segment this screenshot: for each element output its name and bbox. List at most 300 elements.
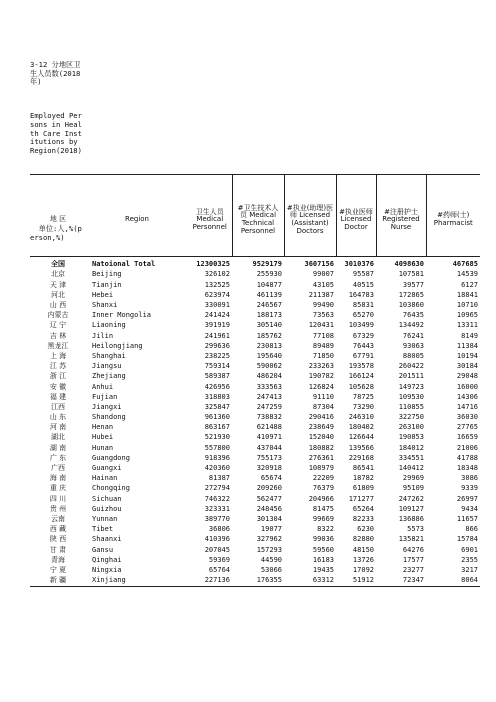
value-cell: 334551	[398, 453, 424, 462]
table-row	[30, 454, 480, 464]
value-cell: 318803	[204, 392, 230, 401]
table-row	[30, 382, 480, 392]
value-cell: 326102	[204, 270, 230, 279]
value-cell: 16183	[312, 555, 334, 564]
value-cell: 72347	[376, 576, 426, 587]
table-row	[30, 331, 480, 341]
value-cell: 8149	[461, 331, 478, 340]
value-cell: 40515	[352, 280, 374, 289]
table-row	[30, 321, 480, 331]
value-cell: 276361	[308, 453, 334, 462]
value-cell: 41788	[456, 453, 478, 462]
value-cell: 391919	[204, 321, 230, 330]
value-cell: 227136	[188, 576, 232, 587]
header-medical-personnel: 卫生人员 Medical Personnel	[188, 184, 232, 257]
region-name-cn: 吉 林	[49, 331, 67, 340]
header-registered-nurse: #注册护士 Registered Nurse	[376, 184, 426, 257]
region-name-en: Tianjin	[92, 280, 122, 289]
value-cell: 95587	[352, 270, 374, 279]
value-cell: 746322	[204, 494, 230, 503]
header-region-en: Region	[86, 184, 188, 257]
table-row	[30, 443, 480, 453]
value-cell: 103499	[348, 321, 374, 330]
value-cell: 10194	[456, 351, 478, 360]
region-name-cn: 重 庆	[49, 484, 67, 493]
value-cell: 59369	[208, 555, 230, 564]
value-cell: 76241	[402, 331, 424, 340]
value-cell: 562477	[256, 494, 282, 503]
region-name-en: Guizhou	[92, 504, 122, 513]
value-cell: 65270	[352, 311, 374, 320]
region-name-en: Jiangsu	[92, 362, 122, 371]
value-cell: 301304	[256, 514, 282, 523]
value-cell: 51912	[336, 576, 376, 587]
value-cell: 290416	[308, 413, 334, 422]
value-cell: 76443	[352, 341, 374, 350]
region-name-cn: 北京	[51, 270, 65, 279]
region-name-cn: 江西	[51, 402, 65, 411]
table-row	[30, 423, 480, 433]
value-cell: 322750	[398, 413, 424, 422]
value-cell: 738832	[256, 413, 282, 422]
region-name-cn: 全国	[51, 260, 65, 269]
value-cell: 149723	[398, 382, 424, 391]
value-cell: 320918	[256, 464, 282, 473]
value-cell: 82233	[352, 514, 374, 523]
header-row	[30, 184, 480, 257]
region-name-en: Shanxi	[92, 301, 118, 310]
value-cell: 426956	[204, 382, 230, 391]
value-cell: 248456	[256, 504, 282, 513]
value-cell: 91110	[312, 392, 334, 401]
table-row	[30, 413, 480, 423]
value-cell: 166124	[348, 372, 374, 381]
value-cell: 207045	[204, 545, 230, 554]
table-row	[30, 545, 480, 555]
value-cell: 64276	[402, 545, 424, 554]
region-name-en: Fujian	[92, 392, 118, 401]
value-cell: 39577	[402, 280, 424, 289]
value-cell: 437044	[256, 443, 282, 452]
value-cell: 99036	[312, 535, 334, 544]
value-cell: 29969	[402, 474, 424, 483]
table-row	[30, 474, 480, 484]
title-chinese: 3-12 分地区卫生人员数(2018年)	[30, 61, 81, 87]
region-name-en: Jilin	[92, 331, 114, 340]
value-cell: 5573	[407, 525, 424, 534]
value-cell: 13726	[352, 555, 374, 564]
region-name-en: Hunan	[92, 443, 114, 452]
value-cell: 16000	[456, 382, 478, 391]
value-cell: 99669	[312, 514, 334, 523]
value-cell: 4098630	[394, 260, 424, 269]
region-name-en: Qinghai	[92, 555, 122, 564]
value-cell: 61809	[352, 484, 374, 493]
value-cell: 255930	[256, 270, 282, 279]
value-cell: 126824	[308, 382, 334, 391]
region-name-cn: 贵 州	[49, 504, 67, 513]
region-name-cn: 江 苏	[49, 362, 67, 371]
value-cell: 9434	[461, 504, 478, 513]
value-cell: 333563	[256, 382, 282, 391]
value-cell: 95109	[402, 484, 424, 493]
value-cell: 247262	[398, 494, 424, 503]
header-topline	[30, 175, 480, 185]
value-cell: 16659	[456, 433, 478, 442]
value-cell: 590062	[256, 362, 282, 371]
region-name-cn: 海 南	[49, 474, 67, 483]
value-cell: 918396	[204, 453, 230, 462]
value-cell: 241424	[204, 311, 230, 320]
value-cell: 621488	[256, 423, 282, 432]
region-name-cn: 黑龙江	[47, 341, 69, 350]
value-cell: 2355	[461, 555, 478, 564]
value-cell: 82880	[352, 535, 374, 544]
value-cell: 134492	[398, 321, 424, 330]
value-cell: 180882	[308, 443, 334, 452]
region-name-en: Hainan	[92, 474, 118, 483]
value-cell: 230813	[256, 341, 282, 350]
value-cell: 13311	[456, 321, 478, 330]
value-cell: 325847	[204, 402, 230, 411]
region-name-cn: 陕 西	[49, 535, 67, 544]
value-cell: 19077	[260, 525, 282, 534]
value-cell: 71850	[312, 351, 334, 360]
table-row	[30, 270, 480, 280]
value-cell: 99007	[312, 270, 334, 279]
value-cell: 157293	[256, 545, 282, 554]
value-cell: 65764	[208, 565, 230, 574]
value-cell: 87304	[312, 402, 334, 411]
header-licensed-doctor: #执业医师 Licensed Doctor	[336, 184, 376, 257]
value-cell: 188173	[256, 311, 282, 320]
header-medical-technical: #卫生技术人 员 Medical Technical Personnel	[232, 184, 284, 257]
value-cell: 246310	[348, 413, 374, 422]
table-row	[30, 342, 480, 352]
value-cell: 10965	[456, 311, 478, 320]
title-english: Employed Persons in Health Care Institutions by Region(2018)	[30, 112, 82, 155]
value-cell: 139566	[348, 443, 374, 452]
value-cell: 76435	[402, 311, 424, 320]
value-cell: 93063	[402, 341, 424, 350]
value-cell: 589387	[204, 372, 230, 381]
value-cell: 18841	[456, 290, 478, 299]
value-cell: 410971	[256, 433, 282, 442]
region-name-en: Inner Mongolia	[92, 311, 152, 320]
value-cell: 305140	[256, 321, 282, 330]
region-name-cn: 河 南	[49, 423, 67, 432]
value-cell: 88005	[402, 351, 424, 360]
table-row	[30, 433, 480, 443]
table-row	[30, 525, 480, 535]
value-cell: 11657	[456, 514, 478, 523]
table-row	[30, 484, 480, 494]
value-cell: 14306	[456, 392, 478, 401]
value-cell: 14539	[456, 270, 478, 279]
value-cell: 486204	[256, 372, 282, 381]
value-cell: 3217	[461, 565, 478, 574]
table-row	[30, 301, 480, 311]
value-cell: 211387	[308, 290, 334, 299]
value-cell: 247259	[256, 402, 282, 411]
value-cell: 140412	[398, 464, 424, 473]
value-cell: 21006	[456, 443, 478, 452]
table-row	[30, 280, 480, 290]
statistics-table-container	[30, 174, 480, 587]
region-name-en: Hebei	[92, 290, 114, 299]
value-cell: 109530	[398, 392, 424, 401]
region-name-cn: 上 海	[49, 351, 67, 360]
region-name-en: Henan	[92, 423, 114, 432]
region-name-en: Yunnan	[92, 514, 118, 523]
region-name-en: Shandong	[92, 413, 126, 422]
value-cell: 185762	[256, 331, 282, 340]
value-cell: 3010376	[344, 260, 374, 269]
region-name-cn: 内蒙古	[47, 311, 69, 320]
value-cell: 10710	[456, 301, 478, 310]
value-cell: 18782	[352, 474, 374, 483]
value-cell: 557800	[204, 443, 230, 452]
value-cell: 6230	[357, 525, 374, 534]
value-cell: 164783	[348, 290, 374, 299]
table-row	[30, 392, 480, 402]
value-cell: 410396	[204, 535, 230, 544]
value-cell: 241961	[204, 331, 230, 340]
region-name-cn: 安 徽	[49, 382, 67, 391]
value-cell: 126644	[348, 433, 374, 442]
value-cell: 44590	[260, 555, 282, 564]
region-name-cn: 浙 江	[49, 372, 67, 381]
title-unit: 单位:人,%(person,%)	[30, 223, 82, 242]
value-cell: 73290	[352, 402, 374, 411]
region-name-cn: 天 津	[49, 280, 67, 289]
value-cell: 12300325	[196, 260, 230, 269]
value-cell: 73563	[312, 311, 334, 320]
value-cell: 233263	[308, 362, 334, 371]
region-name-cn: 山 东	[49, 413, 67, 422]
value-cell: 389770	[204, 514, 230, 523]
value-cell: 67329	[352, 331, 374, 340]
value-cell: 63312	[284, 576, 336, 587]
value-cell: 67791	[352, 351, 374, 360]
region-name-cn: 西 藏	[49, 525, 67, 534]
value-cell: 623974	[204, 290, 230, 299]
region-name-en: Anhui	[92, 382, 114, 391]
value-cell: 323331	[204, 504, 230, 513]
value-cell: 247413	[256, 392, 282, 401]
table-row	[30, 311, 480, 321]
value-cell: 15784	[456, 535, 478, 544]
table-row	[30, 566, 480, 576]
region-name-en: Xinjiang	[86, 576, 188, 587]
region-name-cn: 福 建	[49, 392, 67, 401]
value-cell: 204966	[308, 494, 334, 503]
value-cell: 135821	[398, 535, 424, 544]
value-cell: 184012	[398, 443, 424, 452]
value-cell: 263100	[398, 423, 424, 432]
value-cell: 78725	[352, 392, 374, 401]
value-cell: 81475	[312, 504, 334, 513]
table-row	[30, 515, 480, 525]
value-cell: 8064	[426, 576, 480, 587]
value-cell: 229168	[348, 453, 374, 462]
region-name-en: Sichuan	[92, 494, 122, 503]
value-cell: 81387	[208, 474, 230, 483]
value-cell: 299636	[204, 341, 230, 350]
region-name-en: Beijing	[92, 270, 122, 279]
value-cell: 86541	[352, 464, 374, 473]
value-cell: 43105	[312, 280, 334, 289]
value-cell: 76379	[312, 484, 334, 493]
region-name-en: Guangdong	[92, 453, 130, 462]
value-cell: 23277	[402, 565, 424, 574]
value-cell: 104877	[256, 280, 282, 289]
table-row	[30, 291, 480, 301]
value-cell: 85831	[352, 301, 374, 310]
value-cell: 89489	[312, 341, 334, 350]
value-cell: 863167	[204, 423, 230, 432]
region-name-cn: 宁 夏	[49, 565, 67, 574]
value-cell: 152040	[308, 433, 334, 442]
region-name-en: Jiangxi	[92, 402, 122, 411]
value-cell: 759314	[204, 362, 230, 371]
region-name-en: Ningxia	[92, 565, 122, 574]
value-cell: 461139	[256, 290, 282, 299]
region-name-cn: 湖北	[51, 433, 65, 442]
value-cell: 3086	[461, 474, 478, 483]
value-cell: 132525	[204, 280, 230, 289]
value-cell: 866	[465, 525, 478, 534]
value-cell: 19435	[312, 565, 334, 574]
value-cell: 27765	[456, 423, 478, 432]
value-cell: 26997	[456, 494, 478, 503]
value-cell: 238225	[204, 351, 230, 360]
value-cell: 36806	[208, 525, 230, 534]
region-name-cn: 湖 南	[49, 443, 67, 452]
region-name-en: Shanghai	[92, 351, 126, 360]
value-cell: 172865	[398, 290, 424, 299]
value-cell: 327962	[256, 535, 282, 544]
value-cell: 65674	[260, 474, 282, 483]
region-name-en: Zhejiang	[92, 372, 126, 381]
value-cell: 8322	[317, 525, 334, 534]
table-row	[30, 494, 480, 504]
header-region-cn: 地 区	[30, 184, 86, 257]
value-cell: 961360	[204, 413, 230, 422]
table-row	[30, 555, 480, 565]
value-cell: 176355	[232, 576, 284, 587]
value-cell: 14716	[456, 402, 478, 411]
value-cell: 11384	[456, 341, 478, 350]
value-cell: 6127	[461, 280, 478, 289]
value-cell: 180402	[348, 423, 374, 432]
region-name-cn: 辽 宁	[49, 321, 67, 330]
value-cell: 59560	[312, 545, 334, 554]
medical-personnel-table	[30, 174, 480, 587]
header-pharmacist: #药师(士) Pharmacist	[426, 184, 480, 257]
value-cell: 193578	[348, 362, 374, 371]
table-row	[30, 362, 480, 372]
value-cell: 330091	[204, 301, 230, 310]
value-cell: 190853	[398, 433, 424, 442]
value-cell: 17577	[402, 555, 424, 564]
value-cell: 22209	[312, 474, 334, 483]
value-cell: 195640	[256, 351, 282, 360]
table-row	[30, 403, 480, 413]
value-cell: 99490	[312, 301, 334, 310]
table-row	[30, 464, 480, 474]
value-cell: 272794	[204, 484, 230, 493]
value-cell: 755173	[256, 453, 282, 462]
value-cell: 420360	[204, 464, 230, 473]
value-cell: 260422	[398, 362, 424, 371]
value-cell: 136886	[398, 514, 424, 523]
value-cell: 30184	[456, 362, 478, 371]
value-cell: 77108	[312, 331, 334, 340]
value-cell: 246567	[256, 301, 282, 310]
value-cell: 201511	[398, 372, 424, 381]
table-row	[30, 352, 480, 362]
value-cell: 120431	[308, 321, 334, 330]
region-name-en: Hubei	[92, 433, 114, 442]
table-row	[30, 576, 480, 587]
value-cell: 9529179	[252, 260, 282, 269]
table-body	[30, 257, 480, 587]
region-name-en: Shaanxi	[92, 535, 122, 544]
region-name-en: Heilongjiang	[92, 341, 143, 350]
value-cell: 3607156	[304, 260, 334, 269]
value-cell: 48150	[352, 545, 374, 554]
value-cell: 29048	[456, 372, 478, 381]
value-cell: 17092	[352, 565, 374, 574]
region-name-en: Gansu	[92, 545, 114, 554]
region-name-en: Tibet	[92, 525, 114, 534]
value-cell: 108979	[308, 464, 334, 473]
region-name-cn: 广西	[51, 464, 65, 473]
value-cell: 53066	[260, 565, 282, 574]
value-cell: 103860	[398, 301, 424, 310]
region-name-cn: 山 西	[49, 301, 67, 310]
value-cell: 190782	[308, 372, 334, 381]
table-row	[30, 505, 480, 515]
value-cell: 209260	[256, 484, 282, 493]
value-cell: 65264	[352, 504, 374, 513]
region-name-cn: 甘 肃	[49, 545, 67, 554]
value-cell: 238649	[308, 423, 334, 432]
value-cell: 109127	[398, 504, 424, 513]
region-name-en: Natoional Total	[92, 260, 156, 269]
region-name-cn: 新 疆	[30, 576, 86, 587]
region-name-cn: 河北	[51, 290, 65, 299]
region-name-cn: 青海	[51, 555, 65, 564]
value-cell: 110855	[398, 402, 424, 411]
value-cell: 105628	[348, 382, 374, 391]
value-cell: 467685	[452, 260, 478, 269]
value-cell: 36030	[456, 413, 478, 422]
region-name-cn: 云南	[51, 514, 65, 523]
value-cell: 521930	[204, 433, 230, 442]
value-cell: 171277	[348, 494, 374, 503]
region-name-cn: 四 川	[49, 494, 67, 503]
region-name-cn: 广 东	[49, 453, 67, 462]
value-cell: 107581	[398, 270, 424, 279]
region-name-en: Liaoning	[92, 321, 126, 330]
table-row	[30, 372, 480, 382]
region-name-en: Guangxi	[92, 464, 122, 473]
region-name-en: Chongqing	[92, 484, 130, 493]
header-licensed-assistant-doctors: #执业(助理)医师 Licensed (Assistant) Doctors	[284, 184, 336, 257]
table-row	[30, 535, 480, 545]
